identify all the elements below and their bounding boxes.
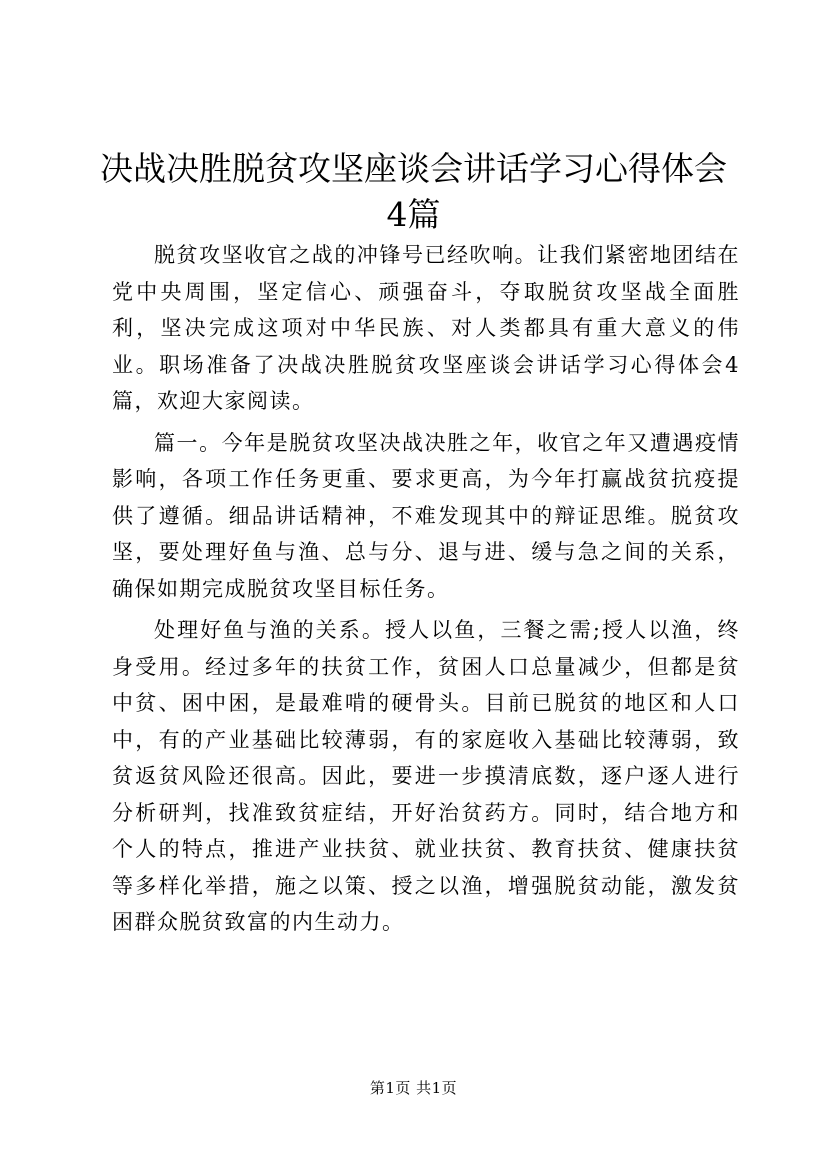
document-title: 决战决胜脱贫攻坚座谈会讲话学习心得体会4篇: [100, 149, 727, 234]
paragraph-fish-and-fishing: 处理好鱼与渔的关系。授人以鱼，三餐之需;授人以渔，终身受用。经过多年的扶贫工作，贫困人口总量减少，但都是贫中贫、困中困，是最难啃的硬骨头。目前已脱贫的地区和人口中，有的产业基础比较薄弱，有的家庭收入基础比较薄弱，致贫返贫风险还很高。因此，要进一步摸清底数，逐户逐人进行分析研判，找准致贫症结，开好治贫药方。同时，结合地方和个人的特点，推进产业扶贫、就业扶贫、教育扶贫、健康扶贫等多样化举措，施之以策、授之以渔，增强脱贫动能，激发贫困群众脱贫致富的内生动力。: [112, 618, 740, 934]
paragraph-part-one: 篇一。今年是脱贫攻坚决战决胜之年，收官之年又遭遇疫情影响，各项工作任务更重、要求更高，为今年打赢战贫抗疫提供了遵循。细品讲话精神，不难发现其中的辩证思维。脱贫攻坚，要处理好鱼与渔、总与分、退与进、缓与急之间的关系，确保如期完成脱贫攻坚目标任务。: [112, 430, 740, 601]
document-body: [112, 237, 740, 946]
intro-paragraph: 脱贫攻坚收官之战的冲锋号已经吹响。让我们紧密地团结在党中央周围，坚定信心、顽强奋斗，夺取脱贫攻坚战全面胜利，坚决完成这项对中华民族、对人类都具有重大意义的伟业。职场准备了决战决胜脱贫攻坚座谈会讲话学习心得体会4篇，欢迎大家阅读。: [112, 243, 740, 413]
page-footer: 第1页 共1页: [369, 1079, 458, 1097]
